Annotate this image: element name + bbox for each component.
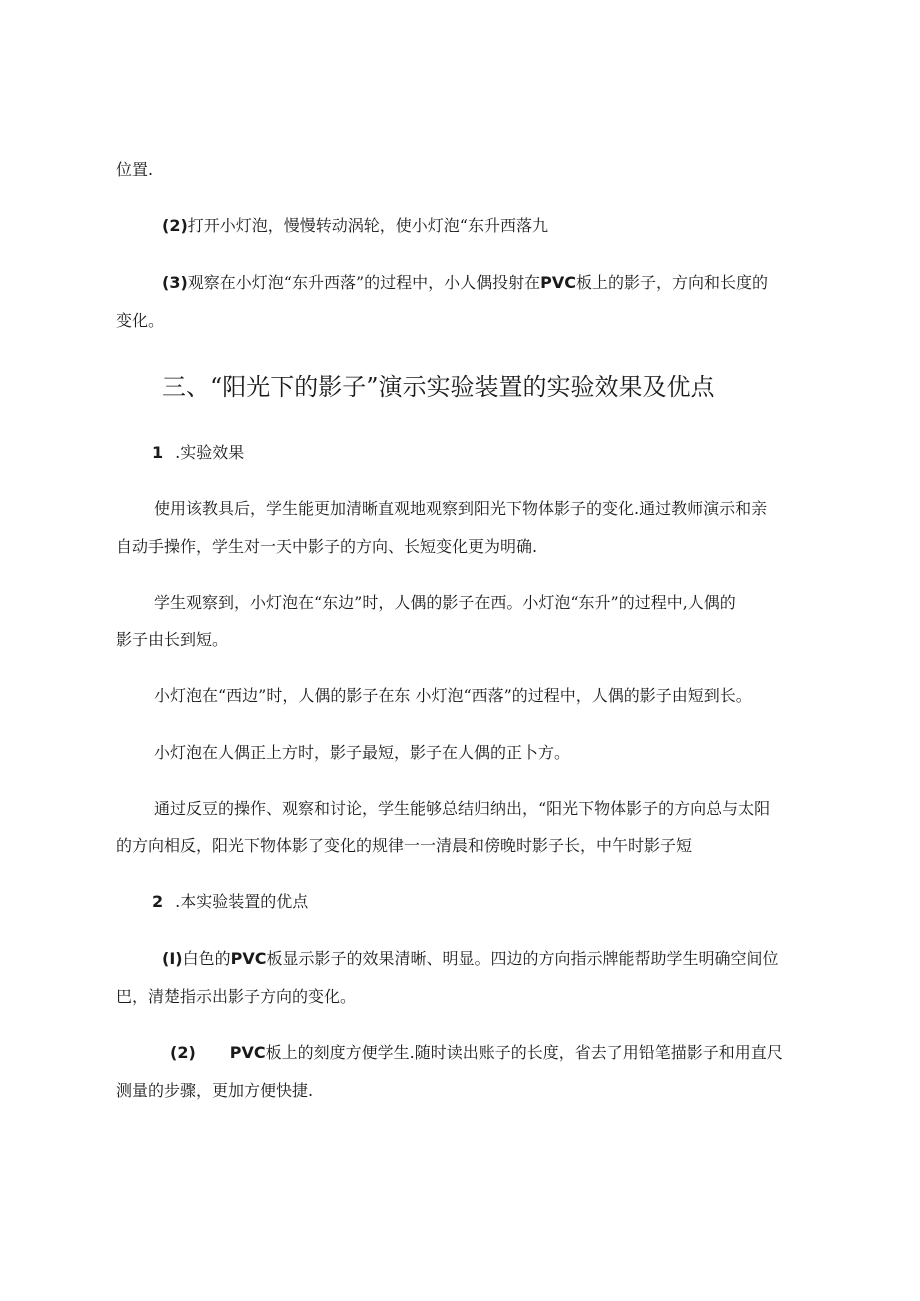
list-item-3 (162, 273, 768, 293)
item-text: 白色的 (182, 949, 231, 968)
section-heading (162, 372, 715, 402)
item-text-pvc: PVC (230, 949, 267, 968)
item-number: (2) (170, 1043, 196, 1062)
paragraph-line: 影子由长到短。 (116, 630, 229, 649)
item-text: 打开小灯泡，慢慢转动涡轮，使小灯泡“东升西落九 (187, 216, 548, 235)
paragraph-line: 的方向相反，阳光下物体影了变化的规律一一清晨和傍晚时影子长，中午时影子短 (116, 836, 693, 855)
paragraph-line: 小灯泡在人偶正上方时，影子最短，影子在人偶的正卜方。 (154, 743, 571, 762)
item-text-cont: 板上的影子，方向和长度的 (576, 273, 769, 292)
list-item-2b (170, 1043, 783, 1063)
paragraph (116, 987, 356, 1007)
subsection-heading-2 (152, 892, 308, 912)
item-number: (I) (162, 949, 183, 968)
paragraph-line: 测量的步骤，更加方便快捷. (116, 1081, 314, 1100)
item-text-cont: 板显示影子的效果清晰、明显。四边的方向指示牌能帮助学生明确空间位 (266, 949, 779, 968)
paragraph (116, 836, 692, 856)
paragraph-line: 巴，清楚指示出影子方向的变化。 (116, 987, 357, 1006)
paragraph (154, 499, 767, 519)
paragraph (154, 743, 570, 763)
paragraph (116, 630, 228, 650)
paragraph (116, 537, 537, 557)
paragraph-line: 使用该教具后，学生能更加清晰直观地观察到阳光下物体影子的变化.通过教师演示和亲 (154, 499, 768, 518)
list-item-1 (162, 949, 778, 969)
text: 变化。 (116, 311, 165, 330)
item-number: (3) (162, 273, 188, 292)
item-number: (2) (162, 216, 188, 235)
item-text-pvc: PVC (540, 273, 576, 292)
subsection-number: 2 (152, 892, 164, 911)
paragraph-line: 通过反豆的操作、观察和讨论，学生能够总结归纳出，“阳光下物体影子的方向总与太阳 (154, 799, 771, 818)
subsection-number: 1 (152, 443, 164, 462)
subsection-title: .本实验装置的优点 (175, 892, 309, 911)
paragraph (154, 593, 736, 613)
item-text-pvc: PVC (229, 1043, 266, 1062)
text-line (116, 160, 153, 180)
paragraph (116, 1081, 313, 1101)
paragraph (154, 799, 770, 819)
paragraph-line: 小灯泡在“西边”时，人偶的影子在东 小灯泡“西落”的过程中，人偶的影子由短到长。 (154, 686, 752, 705)
text-line (116, 311, 164, 331)
subsection-heading-1 (152, 443, 244, 463)
list-item-2 (162, 216, 548, 236)
paragraph-line: 自动手操作，学生对一天中影子的方向、长短变化更为明确. (116, 537, 538, 556)
text: 位置. (116, 160, 154, 179)
heading-text: 三、“阳光下的影子”演示实验装置的实验效果及优点 (162, 373, 715, 401)
item-text: 板上的刻度方便学生.随时读出账子的长度，省去了用铅笔描影子和用直尺 (265, 1043, 783, 1062)
item-text: 观察在小灯泡“东升西落”的过程中，小人偶投射在 (187, 273, 541, 292)
paragraph-line: 学生观察到，小灯泡在“东边”时，人偶的影子在西。小灯泡“东升”的过程中,人偶的 (154, 593, 736, 612)
subsection-title: .实验效果 (175, 443, 245, 462)
paragraph (154, 686, 752, 706)
